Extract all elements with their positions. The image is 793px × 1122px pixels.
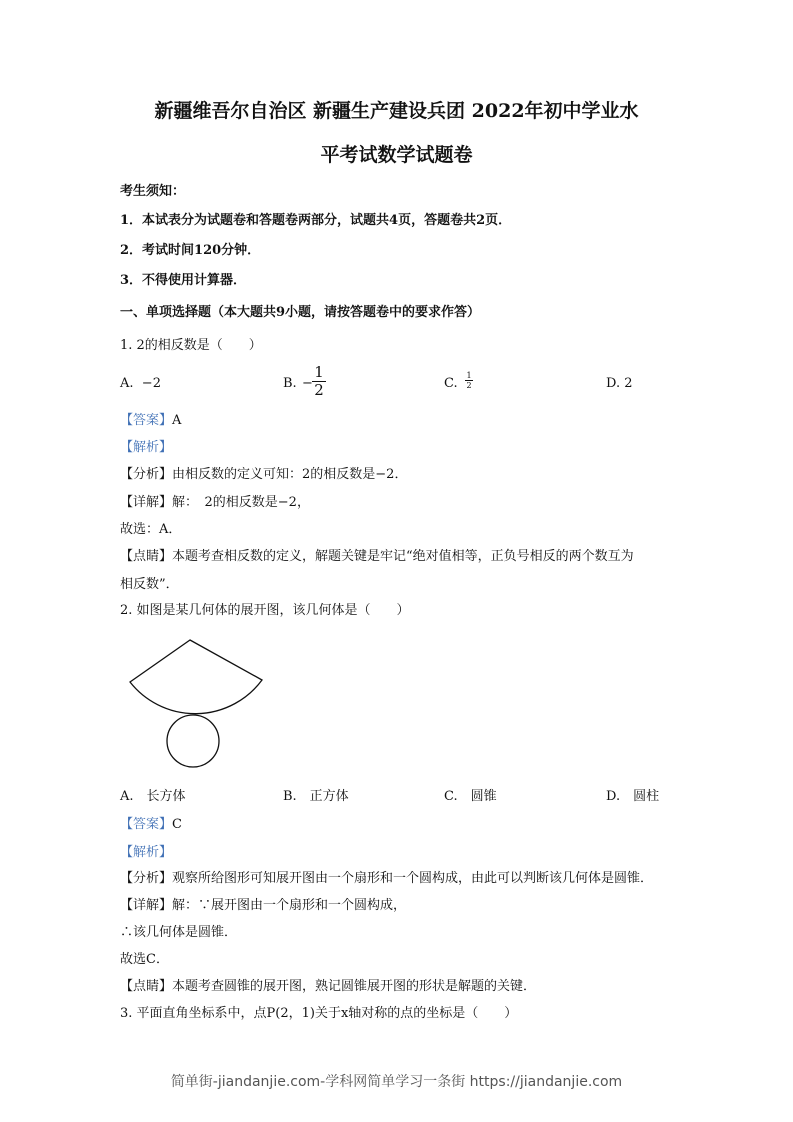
q1-stem: 1. 2的相反数是（ ） — [120, 338, 262, 353]
q1-xiangjie — [120, 495, 310, 511]
q1-option-c-label: C. — [444, 376, 458, 391]
sector-shape — [130, 640, 262, 714]
q2-answer-value: C — [172, 817, 182, 832]
document-title-line2: 平考试数学试题卷 — [320, 144, 473, 166]
q2-xiangjie-text: 解：∵展开图由一个扇形和一个圆构成， — [172, 898, 407, 913]
q2-analysis-tag: 【解析】 — [120, 845, 173, 860]
q1-option-d: D. 2 — [606, 376, 633, 391]
answer-tag: 【答案】 — [120, 817, 173, 832]
q1-option-b-label: B. — [283, 376, 297, 391]
q1-analysis-tag: 【解析】 — [120, 440, 173, 455]
fenxi-tag: 【分析】 — [120, 467, 173, 482]
q2-guxuan: 故选C． — [120, 952, 169, 967]
q1-option-b-denominator: 2 — [314, 381, 324, 399]
q1-fenxi — [120, 467, 407, 483]
notice-item-2: 2．考试时间120分钟． — [120, 243, 261, 258]
q2-stem: 2. 如图是某几何体的展开图，该几何体是（ ） — [120, 603, 410, 618]
q1-option-b-sign: − — [302, 376, 313, 391]
q1-dianjing-text-1: 本题考查相反数的定义，解题关键是牢记“绝对值相等，正负号相反的两个数互为 — [172, 549, 634, 564]
q1-option-a-label: A. — [120, 376, 134, 391]
q1-answer-value: A — [172, 413, 182, 428]
q1-answer — [120, 413, 181, 429]
q2-fenxi-text: 观察所给图形可知展开图由一个扇形和一个圆构成，由此可以判断该几何体是圆锥． — [172, 871, 654, 886]
q1-dianjing — [120, 549, 634, 565]
q1-option-b-numerator: 1 — [314, 363, 324, 381]
xiangjie-tag: 【详解】 — [120, 898, 173, 913]
q1-option-c-denominator: 2 — [466, 381, 472, 390]
q2-xiangjie — [120, 898, 406, 914]
q2-option-a: A. 长方体 — [120, 789, 186, 804]
q2-dianjing — [120, 979, 536, 995]
q1-fenxi-text: 由相反数的定义可知：2的相反数是−2． — [172, 467, 408, 482]
q1-guxuan: 故选：A． — [120, 522, 182, 537]
circle-shape — [167, 715, 219, 767]
q1-option-c-numerator: 1 — [466, 371, 472, 380]
footer-watermark: 简单街-jiandanjie.com-学科网简单学习一条街 https://jiandanjie.com — [170, 1074, 623, 1090]
q1-dianjing-text-2: 相反数”． — [120, 577, 179, 592]
dianjing-tag: 【点睛】 — [120, 549, 173, 564]
q2-answer — [120, 817, 182, 833]
q2-dianjing-text: 本题考查圆锥的展开图，熟记圆锥展开图的形状是解题的关键． — [172, 979, 537, 994]
notice-heading: 考生须知： — [120, 184, 186, 199]
q2-fenxi — [120, 871, 653, 887]
notice-item-3: 3．不得使用计算器． — [120, 273, 247, 288]
fenxi-tag: 【分析】 — [120, 871, 173, 886]
q1-option-c-fraction — [465, 371, 473, 390]
dianjing-tag: 【点睛】 — [120, 979, 173, 994]
q2-option-d: D. 圆柱 — [606, 789, 660, 804]
notice-item-1: 1．本试表分为试题卷和答题卷两部分，试题共4页，答题卷共2页． — [120, 213, 512, 228]
q1-option-a — [120, 376, 161, 392]
xiangjie-tag: 【详解】 — [120, 495, 173, 510]
q3-stem: 3. 平面直角坐标系中，点P(2，1)关于x轴对称的点的坐标是（ ） — [120, 1006, 518, 1021]
q1-option-b-fraction — [312, 364, 326, 399]
answer-tag: 【答案】 — [120, 413, 173, 428]
q1-option-a-value: −2 — [141, 376, 161, 391]
cone-net-figure — [120, 632, 270, 777]
q2-therefore: ∴该几何体是圆锥． — [120, 925, 238, 940]
q1-xiangjie-text: 解： 2的相反数是−2， — [172, 495, 310, 510]
q2-option-b: B. 正方体 — [283, 789, 349, 804]
section-heading: 一、单项选择题（本大题共9小题，请按答题卷中的要求作答） — [120, 305, 481, 320]
document-title-line1: 新疆维吾尔自治区 新疆生产建设兵团 2022年初中学业水 — [154, 100, 639, 122]
q2-option-c: C. 圆锥 — [444, 789, 497, 804]
